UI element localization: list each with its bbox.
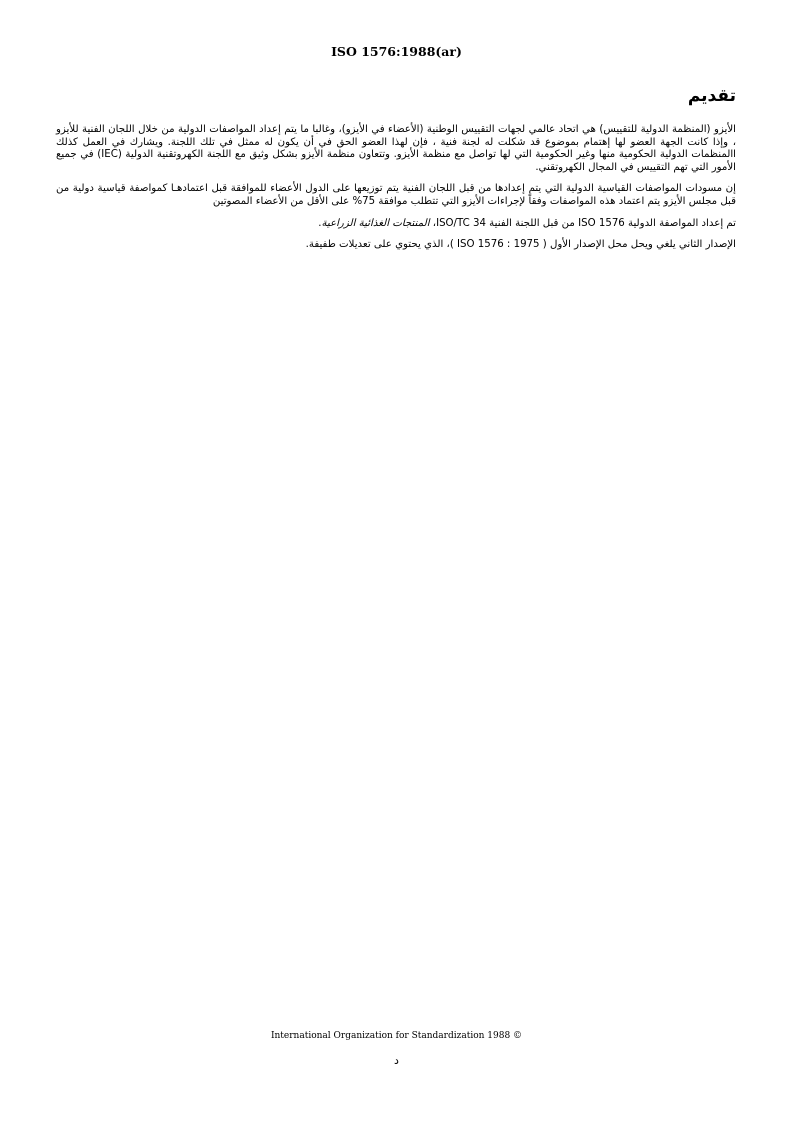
foreword-paragraph-4: الإصدار الثاني يلغي ويحل محل الإصدار الأول ( ISO 1576 : 1975 )، الذي يحتوي على تعديلات طفيفة. <box>305 239 736 251</box>
foreword-paragraph-1: الأيزو (المنظمة الدولية للتقييس) هي اتحاد عالمي لجهات التقييس الوطنية (الأعضاء في الأيزو)، وغالبا ما يتم إعداد المواصفات الدولية من خلال اللجان الفنية للأيزو ، وإذا كانت الجهة العضو لها إهتمام بموضوع قد شكلت له لجنة فنية ، فإن لهذا العضو الحق في أن يكون له ممثل في تلك اللجنة. ويشارك في العمل كذلك االمنظمات الدولية الحكومية منها وغير الحكومية التي لها تواصل مع منظمة الأيزو. وتتعاون منظمة الأيزو بشكل وثيق مع اللجنة الكهروتقنية الدولية (IEC) في جميع الأمور التي تهم التقييس في المجال الكهروتقني. <box>56 124 736 173</box>
paragraph-3-suffix: . <box>318 217 322 229</box>
footer-organization: International Organization for Standardization 1988 © <box>270 1031 523 1041</box>
document-header: ISO 1576:1988(ar) <box>331 44 462 59</box>
paragraph-3-prefix: تم إعداد المواصفة الدولية ISO 1576 من قبل اللجنة الفنية ISO/TC 34، <box>429 217 736 229</box>
foreword-section <box>56 86 736 261</box>
foreword-paragraph-3 <box>56 218 736 231</box>
committee-scope-italic: المنتجات الغذائية الزراعية <box>321 217 430 229</box>
foreword-paragraph-2: إن مسودات المواصفات القياسية الدولية التي يتم إعدادها من قبل اللجان الفنية يتم توزيعها على الدول الأعضاء للموافقة قبل اعتمادهـا كمواصفة قياسية دولية من قبل مجلس الأيزو يتم اعتماد هذه المواصفات وفقاً لإجراءات الأيزو التي تتطلب موافقة 75% على الأقل من الأعضاء المصوتين <box>56 183 736 207</box>
foreword-title: تقديم <box>687 86 736 106</box>
page-number: د <box>394 1054 399 1067</box>
